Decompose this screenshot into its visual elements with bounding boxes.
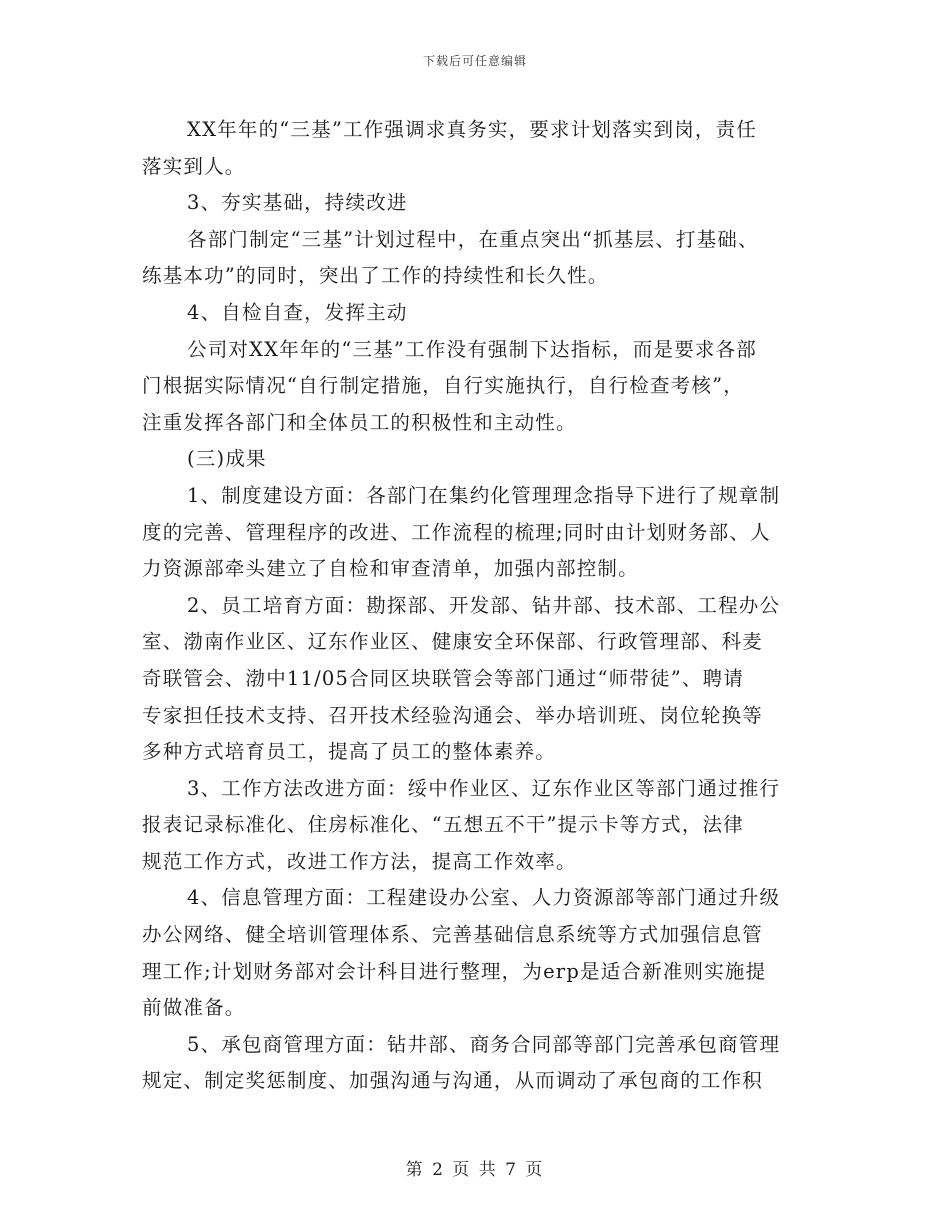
text-line: 4、自检自查，发挥主动 (187, 300, 408, 324)
text-line: 多种方式培育员工，提高了员工的整体素养。 (142, 740, 557, 764)
text-line: 度的完善、管理程序的改进、工作流程的梳理;同时由计划财务部、人 (142, 520, 771, 544)
text-line: 专家担任技术支持、召开技术经验沟通会、举办培训班、岗位轮换等 (142, 703, 764, 727)
text-line: 理工作;计划财务部对会计科目进行整理，为erp是适合新准则实施提 (142, 959, 767, 983)
text-line: (三)成果 (187, 447, 267, 471)
text-line: 室、渤南作业区、辽东作业区、健康安全环保部、行政管理部、科麦 (142, 630, 764, 654)
text-line: 4、信息管理方面：工程建设办公室、人力资源部等部门通过升级 (187, 886, 781, 910)
body-text (142, 112, 812, 1100)
text-line: 力资源部牵头建立了自检和审查清单，加强内部控制。 (142, 557, 639, 581)
text-line: 办公网络、健全培训管理体系、完善基础信息系统等方式加强信息管 (142, 923, 764, 947)
page-header: 下载后可任意编辑 (422, 54, 527, 68)
text-line: 奇联管会、渤中11/05合同区块联管会等部门通过“师带徒”、聘请 (142, 666, 745, 690)
text-line: 5、承包商管理方面：钻井部、商务合同部等部门完善承包商管理 (187, 1032, 781, 1056)
text-line: 报表记录标准化、住房标准化、“五想五不干”提示卡等方式，法律 (142, 813, 744, 837)
text-line: 门根据实际情况“自行制定措施，自行实施执行，自行检查考核”， (142, 374, 744, 398)
text-line: 注重发挥各部门和全体员工的积极性和主动性。 (142, 410, 577, 434)
text-line: 公司对XX年年的“三基”工作没有强制下达指标，而是要求各部 (187, 337, 758, 361)
text-line: 2、员工培育方面：勘探部、开发部、钻井部、技术部、工程办公 (187, 593, 781, 617)
text-line: 规定、制定奖惩制度、加强沟通与沟通，从而调动了承包商的工作积 (142, 1069, 764, 1093)
text-line: 1、制度建设方面：各部门在集约化管理理念指导下进行了规章制 (187, 483, 781, 507)
page-footer: 第 2 页 共 7 页 (405, 1160, 545, 1180)
text-line: 落实到人。 (142, 154, 246, 178)
text-line: 各部门制定“三基”计划过程中，在重点突出“抓基层、打基础、 (187, 227, 759, 251)
text-line: 3、工作方法改进方面：绥中作业区、辽东作业区等部门通过推行 (187, 776, 781, 800)
text-line: XX年年的“三基”工作强调求真务实，要求计划落实到岗，责任 (187, 118, 758, 141)
text-line: 练基本功”的同时，突出了工作的持续性和长久性。 (142, 264, 609, 288)
text-line: 规范工作方式，改进工作方法，提高工作效率。 (142, 849, 577, 873)
text-line: 3、夯实基础，持续改进 (187, 191, 408, 215)
text-line: 前做准备。 (142, 996, 246, 1020)
